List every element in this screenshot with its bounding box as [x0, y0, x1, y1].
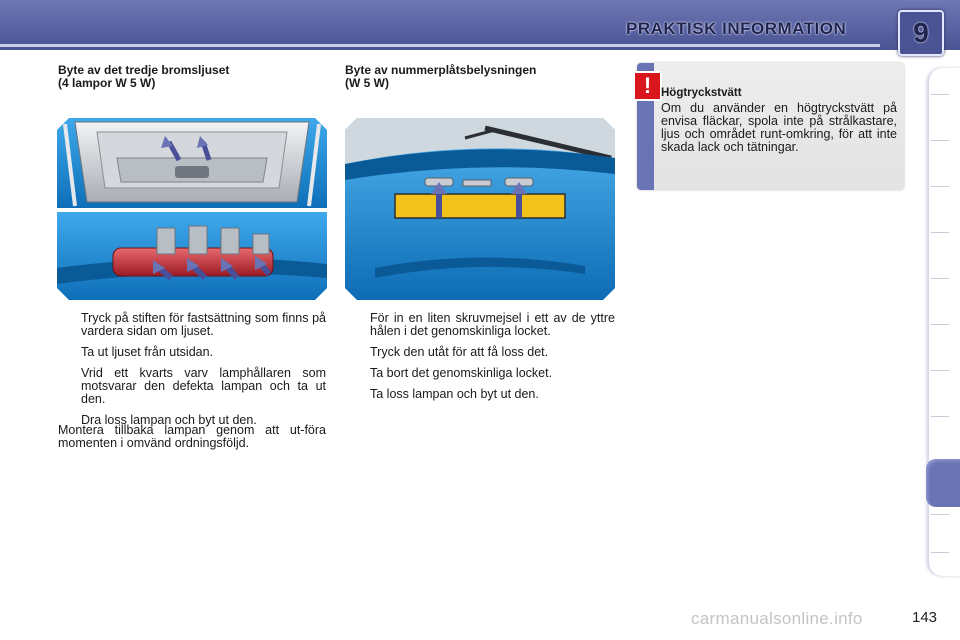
tab-divider	[931, 140, 949, 141]
step-text: Ta ut ljuset från utsidan.	[81, 345, 214, 359]
tab-divider	[931, 552, 949, 553]
tab-divider	[931, 324, 949, 325]
closing-paragraph: Montera tillbaka lampan genom att ut-föra momenten i omvänd ordningsföljd.	[58, 423, 326, 450]
warning-exclamation-icon: !	[635, 73, 660, 99]
tab-divider	[931, 278, 949, 279]
tab-divider	[931, 186, 949, 187]
heading-line: (W 5 W)	[345, 76, 389, 90]
step-text: För in en liten skruvmejsel i ett av de yttre hålen i det genomskinliga locket.	[370, 311, 615, 338]
tab-divider	[931, 514, 949, 515]
brake-light-illustration	[57, 118, 327, 300]
plate-light-illustration	[345, 118, 615, 300]
list-item	[347, 388, 615, 401]
warning-text: Om du använder en högtryckstvätt på envisa fläckar, spola inte på strålkastare, ljus och området runt-omkring, för att inte skada lack och tätningar.	[661, 101, 897, 154]
brake-light-steps	[58, 312, 326, 435]
step-text: Tryck den utåt för att få loss det.	[370, 345, 549, 359]
list-item	[347, 346, 615, 359]
step-text: Vrid ett kvarts varv lamphållaren som motsvarar den defekta lampan och ta ut den.	[81, 366, 326, 406]
list-item	[58, 346, 326, 359]
step-text: Ta bort det genomskinliga locket.	[370, 366, 553, 380]
heading-line: (4 lampor W 5 W)	[58, 76, 156, 90]
tab-divider	[931, 232, 949, 233]
chapter-number-badge: 9	[898, 10, 944, 56]
step-text: Tryck på stiften för fastsättning som finns på vardera sidan om ljuset.	[81, 311, 326, 338]
step-text: Ta loss lampan och byt ut den.	[370, 387, 539, 401]
tab-divider	[931, 370, 949, 371]
step-text: Dra loss lampan och byt ut den.	[81, 413, 257, 427]
watermark: carmanualsonline.info	[691, 609, 863, 628]
tab-divider	[931, 416, 949, 417]
plate-light-steps	[347, 312, 615, 409]
brake-light-drawing	[57, 118, 327, 300]
tab-divider	[931, 94, 949, 95]
list-item	[347, 367, 615, 380]
section-heading-plate-light	[345, 64, 536, 90]
section-heading-brake-light	[58, 64, 229, 90]
header-stripe	[0, 44, 880, 47]
list-item	[347, 312, 615, 338]
plate-light-drawing	[345, 118, 615, 300]
heading-line: Byte av nummerplåtsbelysningen	[345, 63, 537, 77]
list-item	[58, 367, 326, 406]
warning-title: Högtryckstvätt	[661, 87, 742, 99]
heading-line: Byte av det tredje bromsljuset	[58, 63, 230, 77]
list-item	[58, 312, 326, 338]
page-number: 143	[912, 609, 938, 626]
chapter-title: PRAKTISK INFORMATION	[626, 19, 847, 38]
active-chapter-tab[interactable]	[926, 459, 960, 507]
